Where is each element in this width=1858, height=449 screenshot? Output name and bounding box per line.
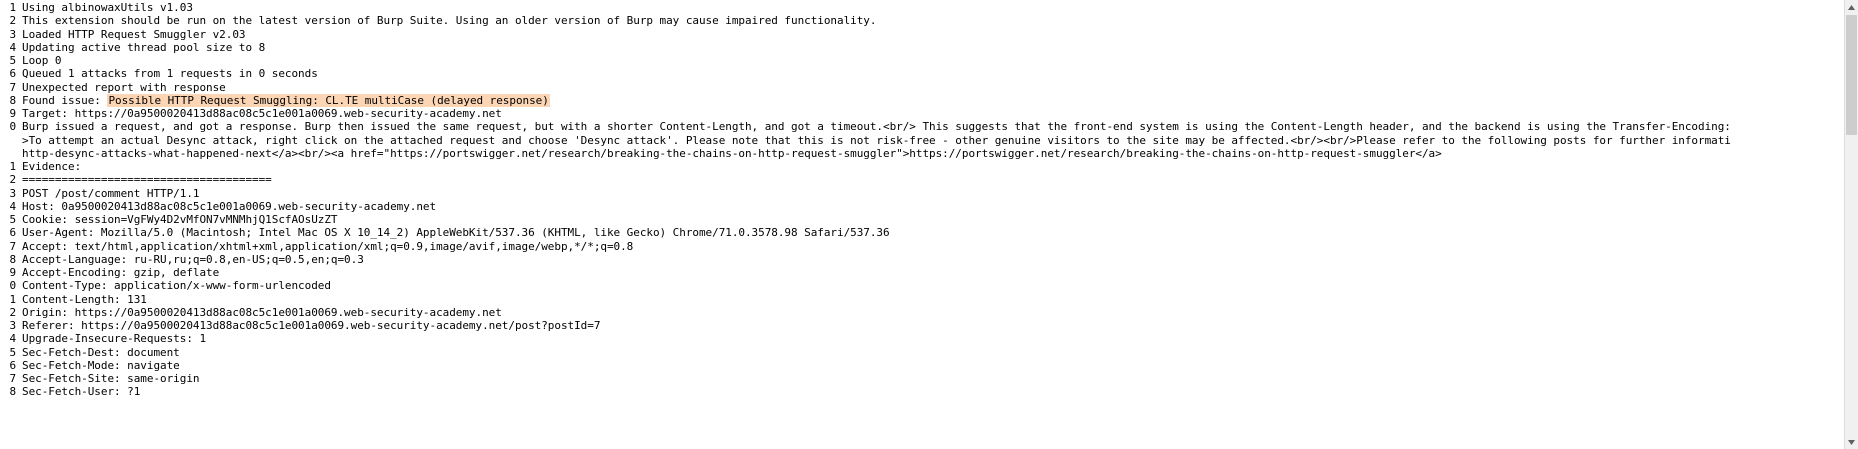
line-number: 6 bbox=[9, 226, 16, 240]
log-line-text: This extension should be run on the latest version of Burp Suite. Using an older version of Burp may cause impaired functionality. bbox=[22, 14, 877, 28]
log-line-text: Accept: text/html,application/xhtml+xml,application/xml;q=0.9,image/avif,image/webp,*/*;q=0.8 bbox=[22, 239, 634, 253]
line-number: 1 bbox=[9, 1, 16, 14]
log-line bbox=[0, 213, 1844, 226]
log-line bbox=[0, 279, 1844, 292]
log-line-text: ====================================== bbox=[22, 173, 272, 187]
log-line-prefix: Found issue: bbox=[22, 93, 108, 107]
log-line-text: User-Agent: Mozilla/5.0 (Macintosh; Intel Mac OS X 10_14_2) AppleWebKit/537.36 (KHTML, like Gecko) Chrome/71.0.3578.98 Safari/537.36 bbox=[22, 226, 890, 240]
line-number: 8 bbox=[9, 93, 16, 107]
log-line bbox=[0, 173, 1844, 186]
issue-highlight: Possible HTTP Request Smuggling: CL.TE multiCase (delayed response) bbox=[108, 93, 549, 107]
log-line-text: Content-Length: 131 bbox=[22, 292, 147, 306]
log-line-text: Updating active thread pool size to 8 bbox=[22, 40, 266, 54]
log-line bbox=[0, 28, 1844, 41]
log-line-text: Host: 0a9500020413d88ac08c5c1e001a0069.web-security-academy.net bbox=[22, 199, 437, 213]
line-number: 5 bbox=[9, 213, 16, 226]
log-line bbox=[0, 107, 1844, 120]
log-line bbox=[0, 319, 1844, 332]
log-line-text: Loaded HTTP Request Smuggler v2.03 bbox=[22, 27, 246, 41]
line-number: 2 bbox=[9, 305, 16, 319]
line-number: 8 bbox=[9, 252, 16, 266]
log-line bbox=[0, 266, 1844, 279]
line-number: 9 bbox=[9, 266, 16, 279]
line-number: 6 bbox=[9, 67, 16, 81]
log-line-text: Queued 1 attacks from 1 requests in 0 seconds bbox=[22, 67, 318, 81]
log-line-text: Unexpected report with response bbox=[22, 80, 226, 94]
log-line bbox=[0, 253, 1844, 266]
log-line-text: >To attempt an actual Desync attack, right click on the attached request and choose 'Desync attack'. Please note that this is not risk-free - other genuine visitors to the site may be affected.<br/><br/>Please refer to the following posts for further informati bbox=[22, 133, 1731, 147]
line-number: 3 bbox=[9, 319, 16, 332]
log-line-text: Upgrade-Insecure-Requests: 1 bbox=[22, 332, 207, 346]
scroll-up-arrow-icon[interactable] bbox=[1845, 0, 1858, 14]
log-line bbox=[0, 14, 1844, 27]
log-line-text: Sec-Fetch-User: ?1 bbox=[22, 385, 141, 399]
log-line bbox=[0, 346, 1844, 359]
log-line bbox=[0, 226, 1844, 239]
log-line bbox=[0, 200, 1844, 213]
log-line bbox=[0, 385, 1844, 398]
log-line-text: Referer: https://0a9500020413d88ac08c5c1e001a0069.web-security-academy.net/post?postId=7 bbox=[22, 319, 601, 332]
log-line-text: Loop 0 bbox=[22, 54, 62, 67]
log-line bbox=[0, 187, 1844, 200]
log-line bbox=[0, 134, 1844, 147]
line-number: 8 bbox=[9, 385, 16, 399]
line-number: 9 bbox=[9, 107, 16, 120]
line-number: 4 bbox=[9, 199, 16, 213]
log-line-text: Accept-Language: ru-RU,ru;q=0.8,en-US;q=0.5,en;q=0.3 bbox=[22, 252, 364, 266]
line-number: 2 bbox=[9, 173, 16, 187]
log-line bbox=[0, 160, 1844, 173]
log-line bbox=[0, 147, 1844, 160]
line-number: 0 bbox=[9, 120, 16, 134]
log-line-text: Target: https://0a9500020413d88ac08c5c1e001a0069.web-security-academy.net bbox=[22, 107, 502, 120]
log-line bbox=[0, 240, 1844, 253]
log-line-text: Sec-Fetch-Mode: navigate bbox=[22, 358, 180, 372]
log-line-text: Sec-Fetch-Site: same-origin bbox=[22, 372, 200, 385]
log-line bbox=[0, 81, 1844, 94]
log-line-text: Burp issued a request, and got a response. Burp then issued the same request, but with a shorter Content-Length, and got a timeout.<br/> This suggests that the front-end system is using the Content-Length header, and the backend is using the Transfer-Encoding: bbox=[22, 120, 1731, 134]
vertical-scrollbar[interactable] bbox=[1844, 0, 1858, 449]
line-number: 7 bbox=[9, 372, 16, 385]
log-line-text: Content-Type: application/x-www-form-urlencoded bbox=[22, 279, 331, 293]
line-number: 0 bbox=[9, 279, 16, 293]
line-number: 1 bbox=[9, 160, 16, 173]
log-line-text: Origin: https://0a9500020413d88ac08c5c1e001a0069.web-security-academy.net bbox=[22, 305, 502, 319]
log-line-text: Using albinowaxUtils v1.03 bbox=[22, 1, 193, 14]
log-line-text: Accept-Encoding: gzip, deflate bbox=[22, 266, 220, 279]
log-line-text: Evidence: bbox=[22, 160, 82, 173]
log-line bbox=[0, 67, 1844, 80]
line-number: 2 bbox=[9, 14, 16, 28]
log-line bbox=[0, 1, 1844, 14]
log-line bbox=[0, 54, 1844, 67]
line-number: 7 bbox=[9, 80, 16, 94]
line-number: 5 bbox=[9, 345, 16, 359]
log-line bbox=[0, 41, 1844, 54]
log-line bbox=[0, 94, 1844, 107]
scroll-down-arrow-icon[interactable] bbox=[1845, 435, 1858, 449]
line-number: 6 bbox=[9, 358, 16, 372]
log-line-text: POST /post/comment HTTP/1.1 bbox=[22, 186, 200, 200]
line-number: 4 bbox=[9, 40, 16, 54]
log-line bbox=[0, 332, 1844, 345]
line-number: 3 bbox=[9, 186, 16, 200]
log-line bbox=[0, 359, 1844, 372]
line-number: 1 bbox=[9, 292, 16, 306]
log-line bbox=[0, 306, 1844, 319]
log-line-text: http-desync-attacks-what-happened-next</a><br/><a href="https://portswigger.net/research/breaking-the-chains-on-http-request-smuggler">https://portswigger.net/research/breaking-the-chains-on-http-request-smuggler</a> bbox=[22, 146, 1442, 160]
line-number: 5 bbox=[9, 54, 16, 67]
scrollbar-thumb[interactable] bbox=[1846, 15, 1857, 135]
log-line bbox=[0, 372, 1844, 385]
log-line-text bbox=[22, 94, 1844, 107]
line-number: 7 bbox=[9, 239, 16, 253]
log-line-text: Cookie: session=VgFWy4D2vMfON7vMNMhjQ1ScfAOsUzZT bbox=[22, 213, 338, 226]
log-line bbox=[0, 293, 1844, 306]
log-line bbox=[0, 120, 1844, 133]
line-number: 4 bbox=[9, 332, 16, 346]
log-line-text: Sec-Fetch-Dest: document bbox=[22, 345, 180, 359]
line-number: 3 bbox=[9, 27, 16, 41]
